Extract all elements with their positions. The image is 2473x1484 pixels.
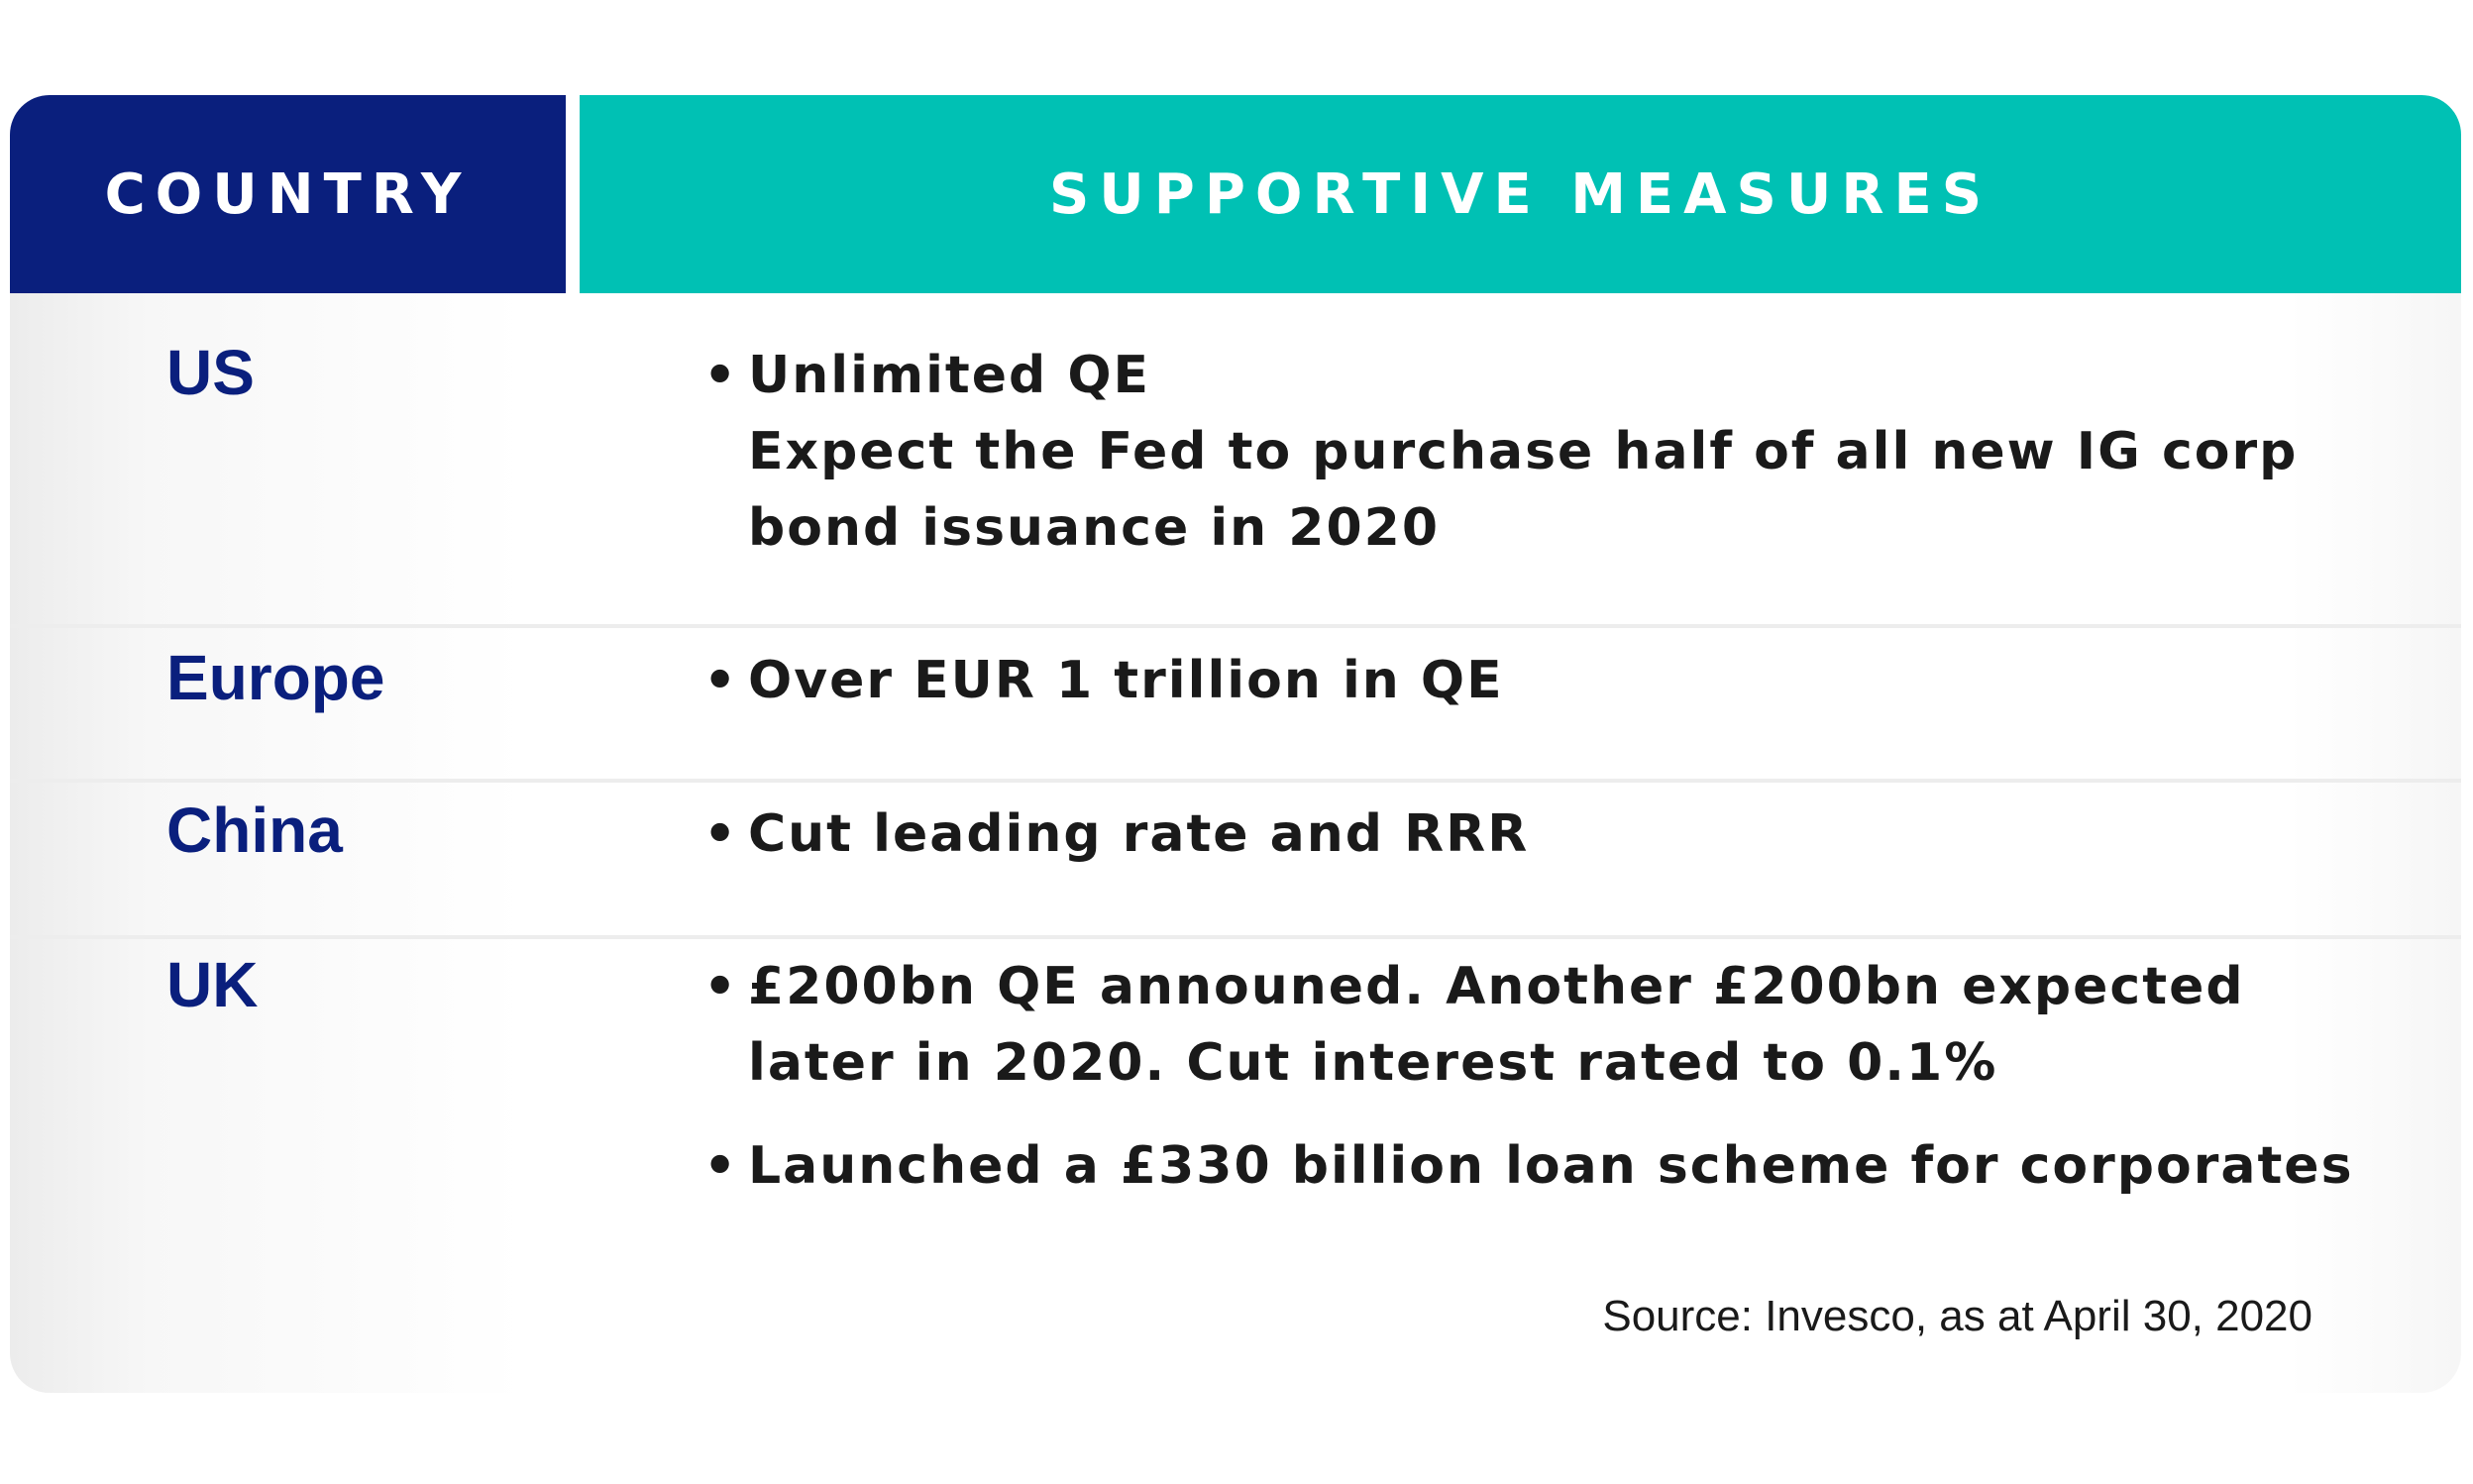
bullet-icon: • — [703, 1136, 739, 1196]
source-note: Source: Invesco, as at April 30, 2020 — [1602, 1292, 2312, 1340]
bullet-icon: • — [703, 957, 739, 1016]
measure-text: Launched a £330 billion loan scheme for corporates — [748, 1136, 2354, 1196]
row-divider — [10, 935, 2461, 939]
measure-uk-2 — [703, 1128, 2388, 1205]
measures-table — [10, 95, 2461, 1393]
bullet-icon: • — [703, 346, 739, 405]
measure-china-1 — [703, 796, 2388, 873]
measure-text: £200bn QE announed. Another £200bn expected later in 2020. Cut interest rated to 0.1% — [748, 957, 2245, 1093]
bullet-icon: • — [703, 804, 739, 864]
measure-text: Unlimited QE Expect the Fed to purchase half of all new IG corp bond issuance in 2020 — [748, 346, 2299, 558]
measure-europe-1 — [703, 643, 2388, 719]
measure-text: Cut leading rate and RRR — [748, 804, 1530, 864]
row-divider — [10, 779, 2461, 783]
country-china: China — [166, 795, 343, 866]
measures-column-header: SUPPORTIVE MEASURES — [580, 95, 2461, 293]
bullet-icon: • — [703, 651, 739, 710]
country-europe: Europe — [166, 642, 385, 713]
country-column-header: COUNTRY — [10, 95, 566, 293]
row-divider — [10, 624, 2461, 628]
country-us: US — [166, 337, 255, 408]
country-uk: UK — [166, 949, 259, 1020]
measure-text: Over EUR 1 trillion in QE — [748, 651, 1504, 710]
measure-us-1 — [703, 338, 2388, 567]
measure-uk-1 — [703, 949, 2388, 1102]
